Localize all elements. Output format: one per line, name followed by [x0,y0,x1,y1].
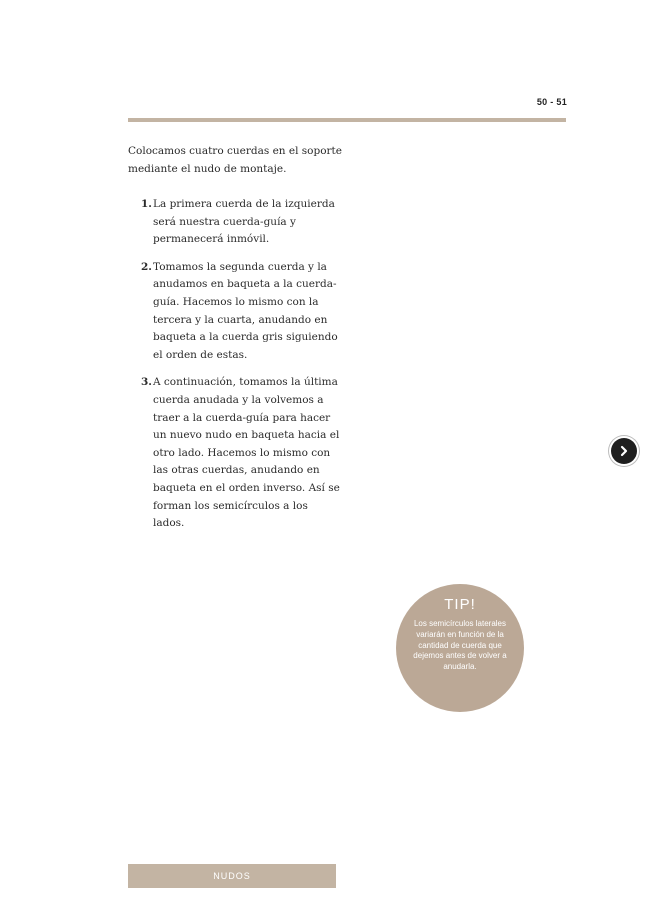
tip-badge [396,584,524,712]
header-divider [128,118,566,122]
step-item [141,196,341,249]
step-number: 2. [141,260,152,273]
step-number: 3. [141,376,152,389]
section-footer-label: NUDOS [128,864,336,888]
step-text: Tomamos la segunda cuerda y la anudamos en baqueta a la cuerda-guía. Hacemos lo mismo con la tercera y la cuarta, anudando en baqueta a la cuerda gris siguiendo el orden de estas. [153,260,338,361]
step-item [141,259,341,365]
steps-list [141,196,341,543]
step-item [141,374,341,532]
chevron-right-icon [618,445,630,457]
intro-paragraph: Colocamos cuatro cuerdas en el soporte mediante el nudo de montaje. [128,145,342,175]
tip-title: TIP! [444,596,476,613]
tip-text: Los semicírculos laterales variarán en función de la cantidad de cuerda que dejemos antes de volver a anudarla. [413,619,507,672]
step-text: A continuación, tomamos la última cuerda anudada y la volvemos a traer a la cuerda-guía para hacer un nuevo nudo en baqueta hacia el otro lado. Hacemos lo mismo con las otras cuerdas, anudando en baqueta en el orden inverso. Así se forman los semicírculos a los lados. [153,376,340,530]
step-number: 1. [141,198,152,210]
page-number: 50 - 51 [536,97,567,107]
step-text: La primera cuerda de la izquierda será nuestra cuerda-guía y permanecerá inmóvil. [153,198,335,246]
next-page-button[interactable] [611,438,637,464]
